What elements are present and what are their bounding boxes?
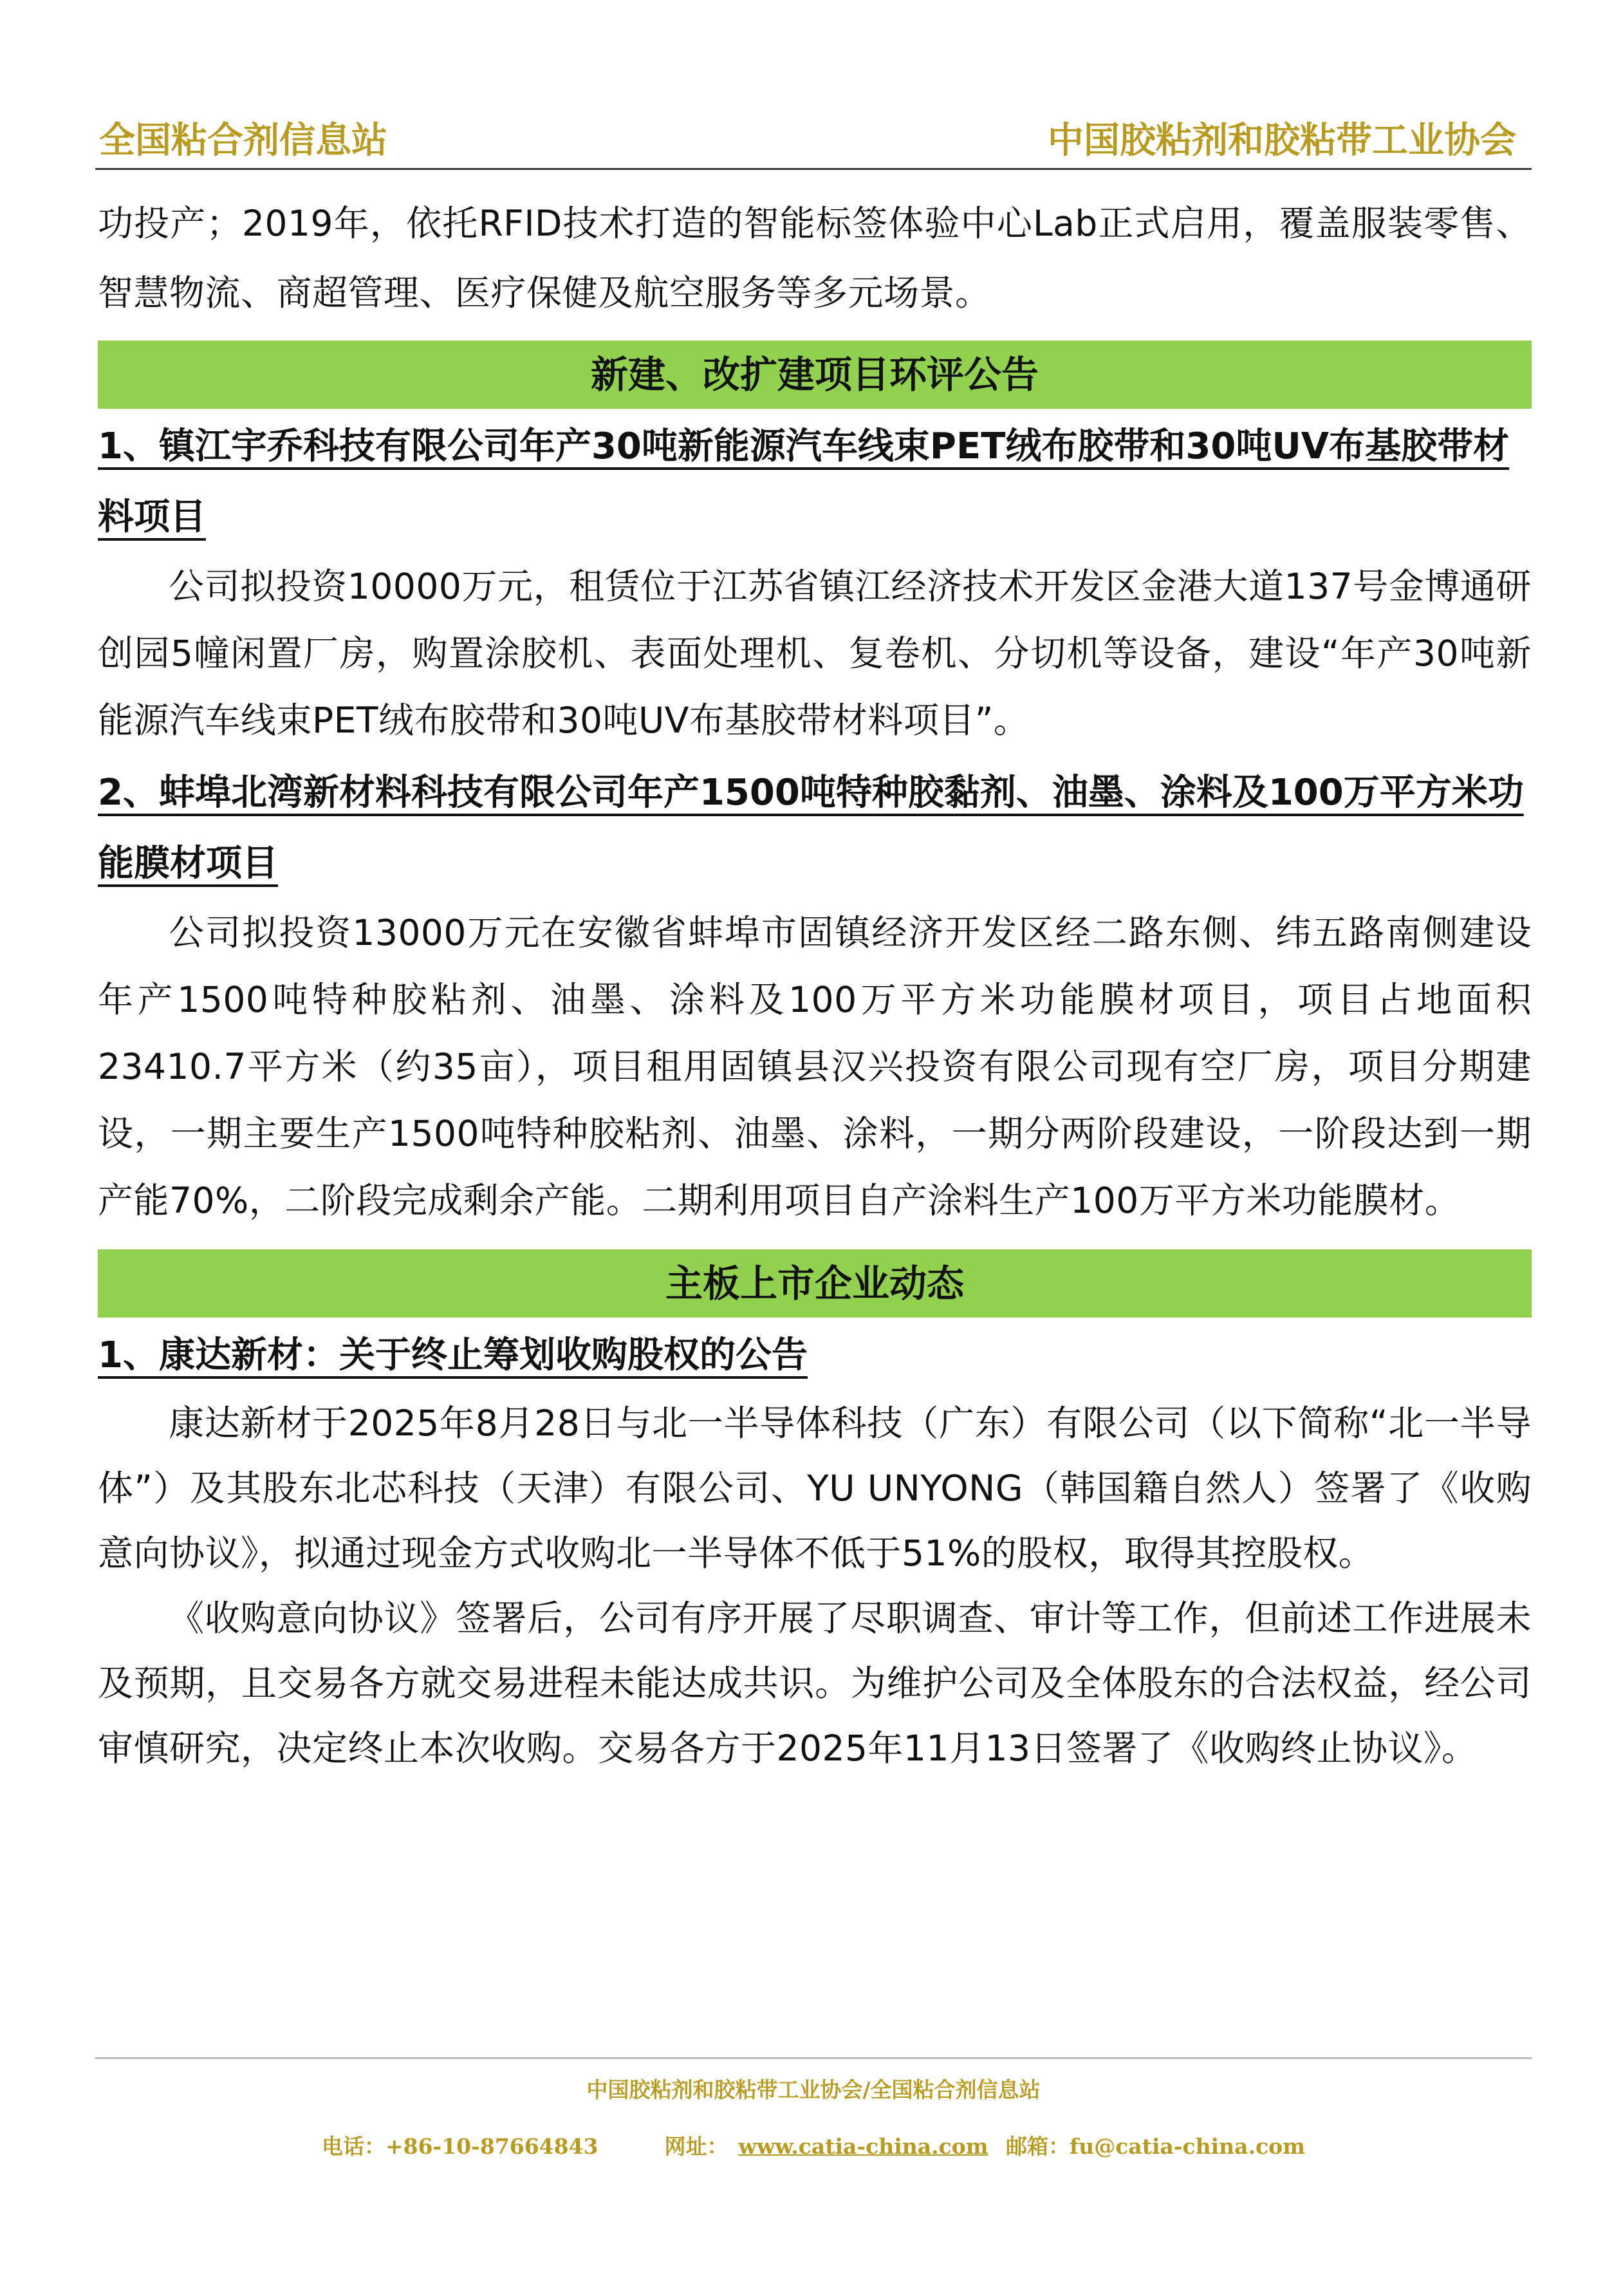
header-site-name: 全国粘合剂信息站 bbox=[99, 119, 387, 162]
eia-item-2-paragraph: 公司拟投资13000万元在安徽省蚌埠市固镇经济开发区经二路东侧、纬五路南侧建设年产1500吨特种胶粘剂、油墨、涂料及100万平方米功能膜材项目，项目占地面积23410.7平方米（约35亩），项目租用固镇县汉兴投资有限公司现有空厂房，项目分期建设，一期主要生产1500吨特种胶粘剂、油墨、涂料，一期分两阶段建设，一阶段达到一期产能70%，二阶段完成剩余产能。二期利用项目自产涂料生产100万平方米功能膜材。 bbox=[98, 912, 1532, 1221]
page-footer bbox=[95, 2057, 1532, 2160]
footer-website-link[interactable]: www.catia-china.com bbox=[738, 2134, 988, 2159]
footer-website-label: 网址： bbox=[664, 2134, 728, 2159]
footer-email: 邮箱：fu@catia-china.com bbox=[1006, 2134, 1306, 2159]
footer-contact bbox=[95, 2130, 1532, 2160]
eia-item-2-title: 2、蚌埠北湾新材料科技有限公司年产1500吨特种胶黏剂、油墨、涂料及100万平方米功能膜材项目 bbox=[98, 772, 1524, 884]
intro-paragraph: 功投产；2019年，依托RFID技术打造的智能标签体验中心Lab正式启用，覆盖服装零售、智慧物流、商超管理、医疗保健及航空服务等多元场景。 bbox=[98, 203, 1532, 313]
footer-organization: 中国胶粘剂和胶粘带工业协会/全国粘合剂信息站 bbox=[586, 2077, 1041, 2102]
eia-item-1-title: 1、镇江宇乔科技有限公司年产30吨新能源汽车线束PET绒布胶带和30吨UV布基胶带材料项目 bbox=[98, 425, 1510, 538]
listed-item-1-title: 1、康达新材：关于终止筹划收购股权的公告 bbox=[98, 1334, 808, 1376]
header-association-name: 中国胶粘剂和胶粘带工业协会 bbox=[1048, 119, 1516, 162]
listed-item-1-paragraph-2: 《收购意向协议》签署后，公司有序开展了尽职调查、审计等工作，但前述工作进展未及预期，且交易各方就交易进程未能达成共识。为维护公司及全体股东的合法权益，经公司审慎研究，决定终止本次收购。交易各方于2025年11月13日签署了《收购终止协议》。 bbox=[98, 1598, 1532, 1769]
section-banner-eia: 新建、改扩建项目环评公告 bbox=[98, 341, 1532, 409]
section-banner-listed: 主板上市企业动态 bbox=[98, 1249, 1532, 1318]
page-header bbox=[95, 113, 1532, 170]
main-content bbox=[98, 189, 1532, 1781]
eia-item-1-paragraph: 公司拟投资10000万元，租赁位于江苏省镇江经济技术开发区金港大道137号金博通研创园5幢闲置厂房，购置涂胶机、表面处理机、复卷机、分切机等设备，建设“年产30吨新能源汽车线束PET绒布胶带和30吨UV布基胶带材料项目”。 bbox=[98, 566, 1532, 741]
listed-item-1-paragraph-1: 康达新材于2025年8月28日与北一半导体科技（广东）有限公司（以下简称“北一半导体”）及其股东北芯科技（天津）有限公司、YU UNYONG（韩国籍自然人）签署了《收购意向协议》，拟通过现金方式收购北一半导体不低于51%的股权，取得其控股权。 bbox=[98, 1403, 1532, 1574]
footer-phone: 电话：+86-10-87664843 bbox=[321, 2134, 598, 2159]
